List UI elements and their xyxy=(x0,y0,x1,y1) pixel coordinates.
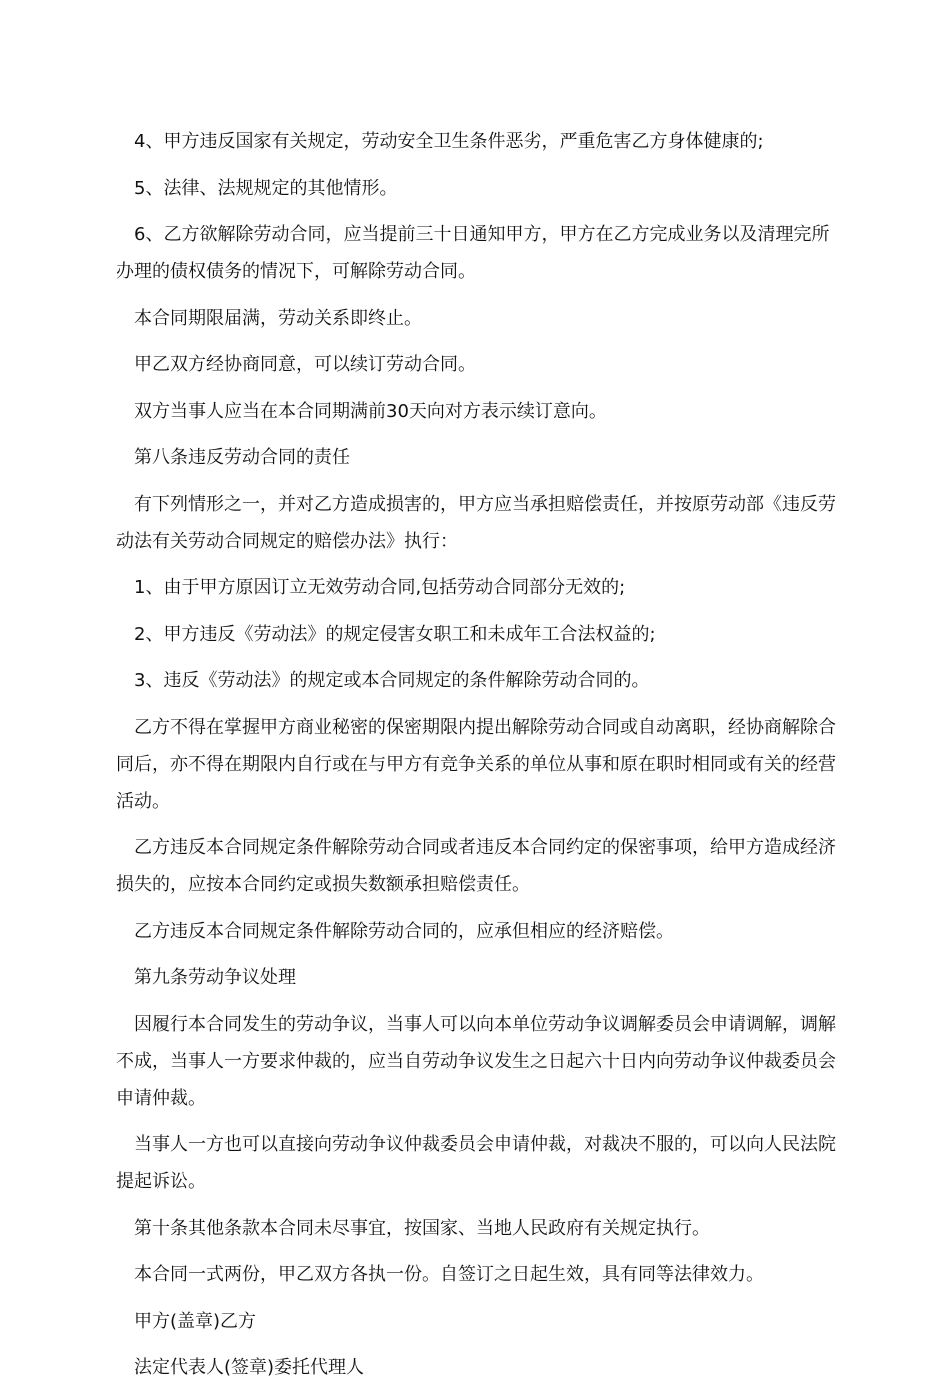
paragraph-clause-5: 5、法律、法规规定的其他情形。 xyxy=(134,177,398,199)
signature-line-parties: 甲方(盖章)乙方 xyxy=(134,1310,257,1332)
signature-line-representatives: 法定代表人(签章)委托代理人 xyxy=(134,1357,365,1378)
paragraph-compensation: 乙方违反本合同规定条件解除劳动合同的，应承但相应的经济赔偿。 xyxy=(134,920,674,942)
section-heading-article-9: 第九条劳动争议处理 xyxy=(134,967,296,988)
paragraph-confidentiality-breach: 乙方违反本合同规定条件解除劳动合同或者违反本合同约定的保密事项，给甲方造成经济损失的，应按本合同约定或损失数额承担赔偿责任。 xyxy=(116,837,836,895)
paragraph-clause-6: 6、乙方欲解除劳动合同，应当提前三十日通知甲方，甲方在乙方完成业务以及清理完所办理的债权债务的情况下，可解除劳动合同。 xyxy=(116,224,830,282)
paragraph-dispute-mediation: 因履行本合同发生的劳动争议，当事人可以向本单位劳动争议调解委员会申请调解，调解不成，当事人一方要求仲裁的，应当自劳动争议发生之日起六十日内向劳动争议仲裁委员会申请仲裁。 xyxy=(116,1013,836,1109)
paragraph-liability-item-3: 3、违反《劳动法》的规定或本合同规定的条件解除劳动合同的。 xyxy=(134,670,650,691)
paragraph-liability-item-2: 2、甲方违反《劳动法》的规定侵害女职工和未成年工合法权益的; xyxy=(134,623,656,645)
document-body xyxy=(116,123,842,1396)
paragraph-confidentiality: 乙方不得在掌握甲方商业秘密的保密期限内提出解除劳动合同或自动离职，经协商解除合同后，亦不得在期限内自行或在与甲方有竞争关系的单位从事和原在职时相同或有关的经营活动。 xyxy=(116,716,836,812)
paragraph-dispute-arbitration: 当事人一方也可以直接向劳动争议仲裁委员会申请仲裁，对裁决不服的，可以向人民法院提起诉讼。 xyxy=(116,1134,836,1192)
paragraph-clause-4: 4、甲方违反国家有关规定，劳动安全卫生条件恶劣，严重危害乙方身体健康的; xyxy=(134,131,764,152)
paragraph-renewal-notice: 双方当事人应当在本合同期满前30天向对方表示续订意向。 xyxy=(134,400,607,422)
paragraph-term-expiry: 本合同期限届满，劳动关系即终止。 xyxy=(134,307,422,329)
paragraph-renewal-agreement: 甲乙双方经协商同意，可以续订劳动合同。 xyxy=(134,354,476,375)
paragraph-liability-intro: 有下列情形之一，并对乙方造成损害的，甲方应当承担赔偿责任，并按原劳动部《违反劳动法有关劳动合同规定的赔偿办法》执行： xyxy=(116,493,836,552)
section-heading-article-8: 第八条违反劳动合同的责任 xyxy=(134,447,350,468)
section-heading-article-10: 第十条其他条款本合同未尽事宜，按国家、当地人民政府有关规定执行。 xyxy=(134,1217,710,1239)
paragraph-liability-item-1: 1、由于甲方原因订立无效劳动合同,包括劳动合同部分无效的; xyxy=(134,577,626,598)
paragraph-copies: 本合同一式两份，甲乙双方各执一份。自签订之日起生效，具有同等法律效力。 xyxy=(134,1264,764,1285)
